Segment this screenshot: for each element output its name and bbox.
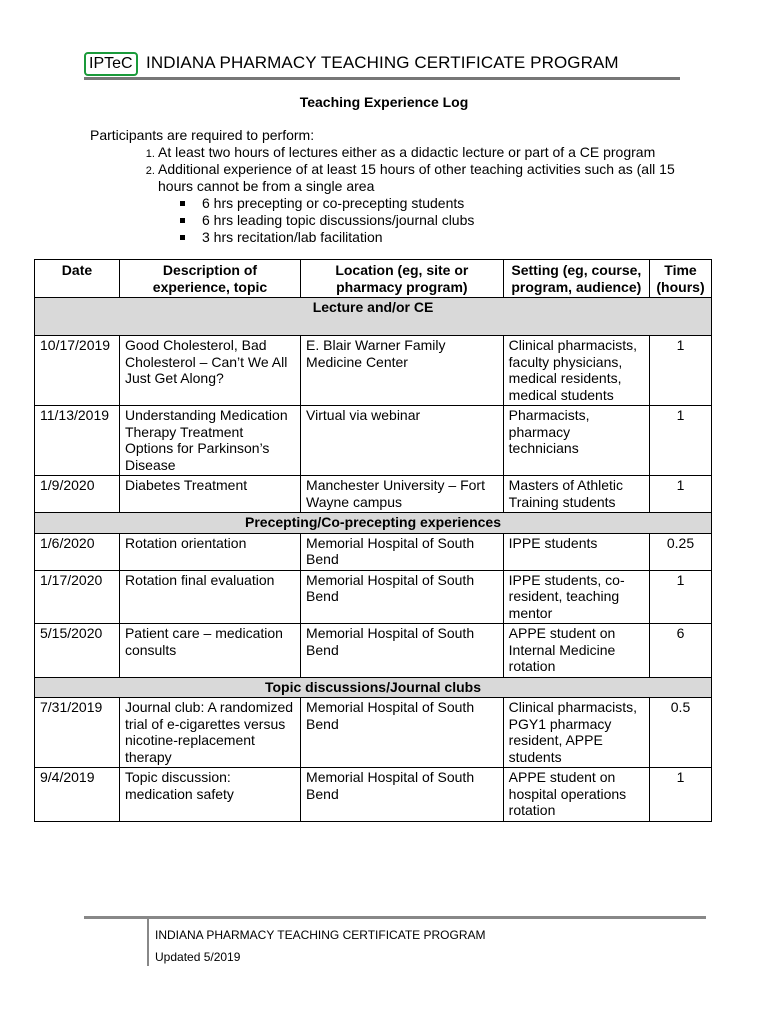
requirements-intro — [90, 127, 690, 246]
requirement-item: 1. At least two hours of lectures either as a didactic lecture or part of a CE program — [158, 144, 690, 161]
header-time: Time (hours) — [650, 260, 712, 298]
cell-setting: Clinical pharmacists, PGY1 pharmacy resident, APPE students — [503, 698, 649, 768]
table-row — [35, 768, 712, 822]
cell-time: 1 — [650, 336, 712, 406]
table-row — [35, 476, 712, 513]
document-header — [84, 50, 684, 80]
footer-updated: Updated 5/2019 — [155, 950, 241, 964]
page-title: Teaching Experience Log — [299, 94, 469, 110]
table-body — [35, 298, 712, 822]
cell-time: 1 — [650, 768, 712, 822]
section-title: Topic discussions/Journal clubs — [35, 677, 712, 698]
cell-date: 7/31/2019 — [35, 698, 120, 768]
cell-setting: APPE student on hospital operations rotation — [503, 768, 649, 822]
cell-description: Patient care – medication consults — [119, 624, 300, 678]
cell-setting: IPPE students — [503, 533, 649, 570]
cell-description: Good Cholesterol, Bad Cholesterol – Can’t We All Just Get Along? — [119, 336, 300, 406]
header-description: Description of experience, topic — [119, 260, 300, 298]
cell-description: Rotation orientation — [119, 533, 300, 570]
requirement-text: Additional experience of at least 15 hours of other teaching activities such as (all 15 hours cannot be from a single area — [158, 161, 675, 194]
cell-setting: APPE student on Internal Medicine rotation — [503, 624, 649, 678]
cell-location: Manchester University – Fort Wayne campus — [301, 476, 504, 513]
section-row — [35, 298, 712, 336]
cell-location: Memorial Hospital of South Bend — [301, 624, 504, 678]
cell-description: Topic discussion: medication safety — [119, 768, 300, 822]
cell-location: E. Blair Warner Family Medicine Center — [301, 336, 504, 406]
header-setting: Setting (eg, course, program, audience) — [503, 260, 649, 298]
teaching-experience-table — [34, 259, 712, 822]
section-title: Precepting/Co-precepting experiences — [35, 513, 712, 534]
cell-date: 9/4/2019 — [35, 768, 120, 822]
footer-vertical-divider — [147, 918, 149, 966]
table-row — [35, 336, 712, 406]
square-bullet-icon — [180, 201, 185, 206]
footer-divider — [84, 916, 706, 919]
activity-bullet-item: 3 hrs recitation/lab facilitation — [202, 229, 690, 246]
cell-setting: Pharmacists, pharmacy technicians — [503, 406, 649, 476]
footer-program: INDIANA PHARMACY TEACHING CERTIFICATE PROGRAM — [155, 928, 486, 942]
section-row — [35, 677, 712, 698]
cell-setting: IPPE students, co-resident, teaching mentor — [503, 570, 649, 624]
table-row — [35, 698, 712, 768]
cell-location: Virtual via webinar — [301, 406, 504, 476]
header-divider — [84, 77, 680, 80]
square-bullet-icon — [180, 235, 185, 240]
cell-location: Memorial Hospital of South Bend — [301, 533, 504, 570]
table-row — [35, 570, 712, 624]
cell-setting: Masters of Athletic Training students — [503, 476, 649, 513]
cell-location: Memorial Hospital of South Bend — [301, 698, 504, 768]
square-bullet-icon — [180, 218, 185, 223]
cell-time: 1 — [650, 570, 712, 624]
requirement-item — [158, 161, 690, 246]
cell-description: Rotation final evaluation — [119, 570, 300, 624]
section-title: Lecture and/or CE — [35, 298, 712, 336]
header-date: Date — [35, 260, 120, 298]
cell-time: 6 — [650, 624, 712, 678]
table-row — [35, 533, 712, 570]
cell-description: Journal club: A randomized trial of e-cigarettes versus nicotine-replacement therapy — [119, 698, 300, 768]
table-header-row — [35, 260, 712, 298]
cell-time: 1 — [650, 406, 712, 476]
page-footer — [155, 924, 486, 968]
intro-lead: Participants are required to perform: — [90, 127, 315, 143]
program-title: INDIANA PHARMACY TEACHING CERTIFICATE PROGRAM — [146, 53, 619, 72]
cell-setting: Clinical pharmacists, faculty physicians, medical residents, medical students — [503, 336, 649, 406]
activity-bullets — [158, 195, 690, 246]
activity-bullet-item: 6 hrs leading topic discussions/journal clubs — [202, 212, 690, 229]
cell-date: 11/13/2019 — [35, 406, 120, 476]
cell-date: 1/6/2020 — [35, 533, 120, 570]
cell-time: 1 — [650, 476, 712, 513]
iptec-logo: IPTeC — [84, 52, 138, 76]
cell-time: 0.25 — [650, 533, 712, 570]
cell-description: Diabetes Treatment — [119, 476, 300, 513]
header-location: Location (eg, site or pharmacy program) — [301, 260, 504, 298]
table-row — [35, 624, 712, 678]
requirements-list — [90, 144, 690, 246]
cell-time: 0.5 — [650, 698, 712, 768]
cell-date: 1/9/2020 — [35, 476, 120, 513]
cell-location: Memorial Hospital of South Bend — [301, 570, 504, 624]
cell-date: 1/17/2020 — [35, 570, 120, 624]
activity-bullet-item: 6 hrs precepting or co-precepting students — [202, 195, 690, 212]
cell-date: 5/15/2020 — [35, 624, 120, 678]
table-row — [35, 406, 712, 476]
cell-location: Memorial Hospital of South Bend — [301, 768, 504, 822]
cell-description: Understanding Medication Therapy Treatment Options for Parkinson’s Disease — [119, 406, 300, 476]
section-row — [35, 513, 712, 534]
cell-date: 10/17/2019 — [35, 336, 120, 406]
